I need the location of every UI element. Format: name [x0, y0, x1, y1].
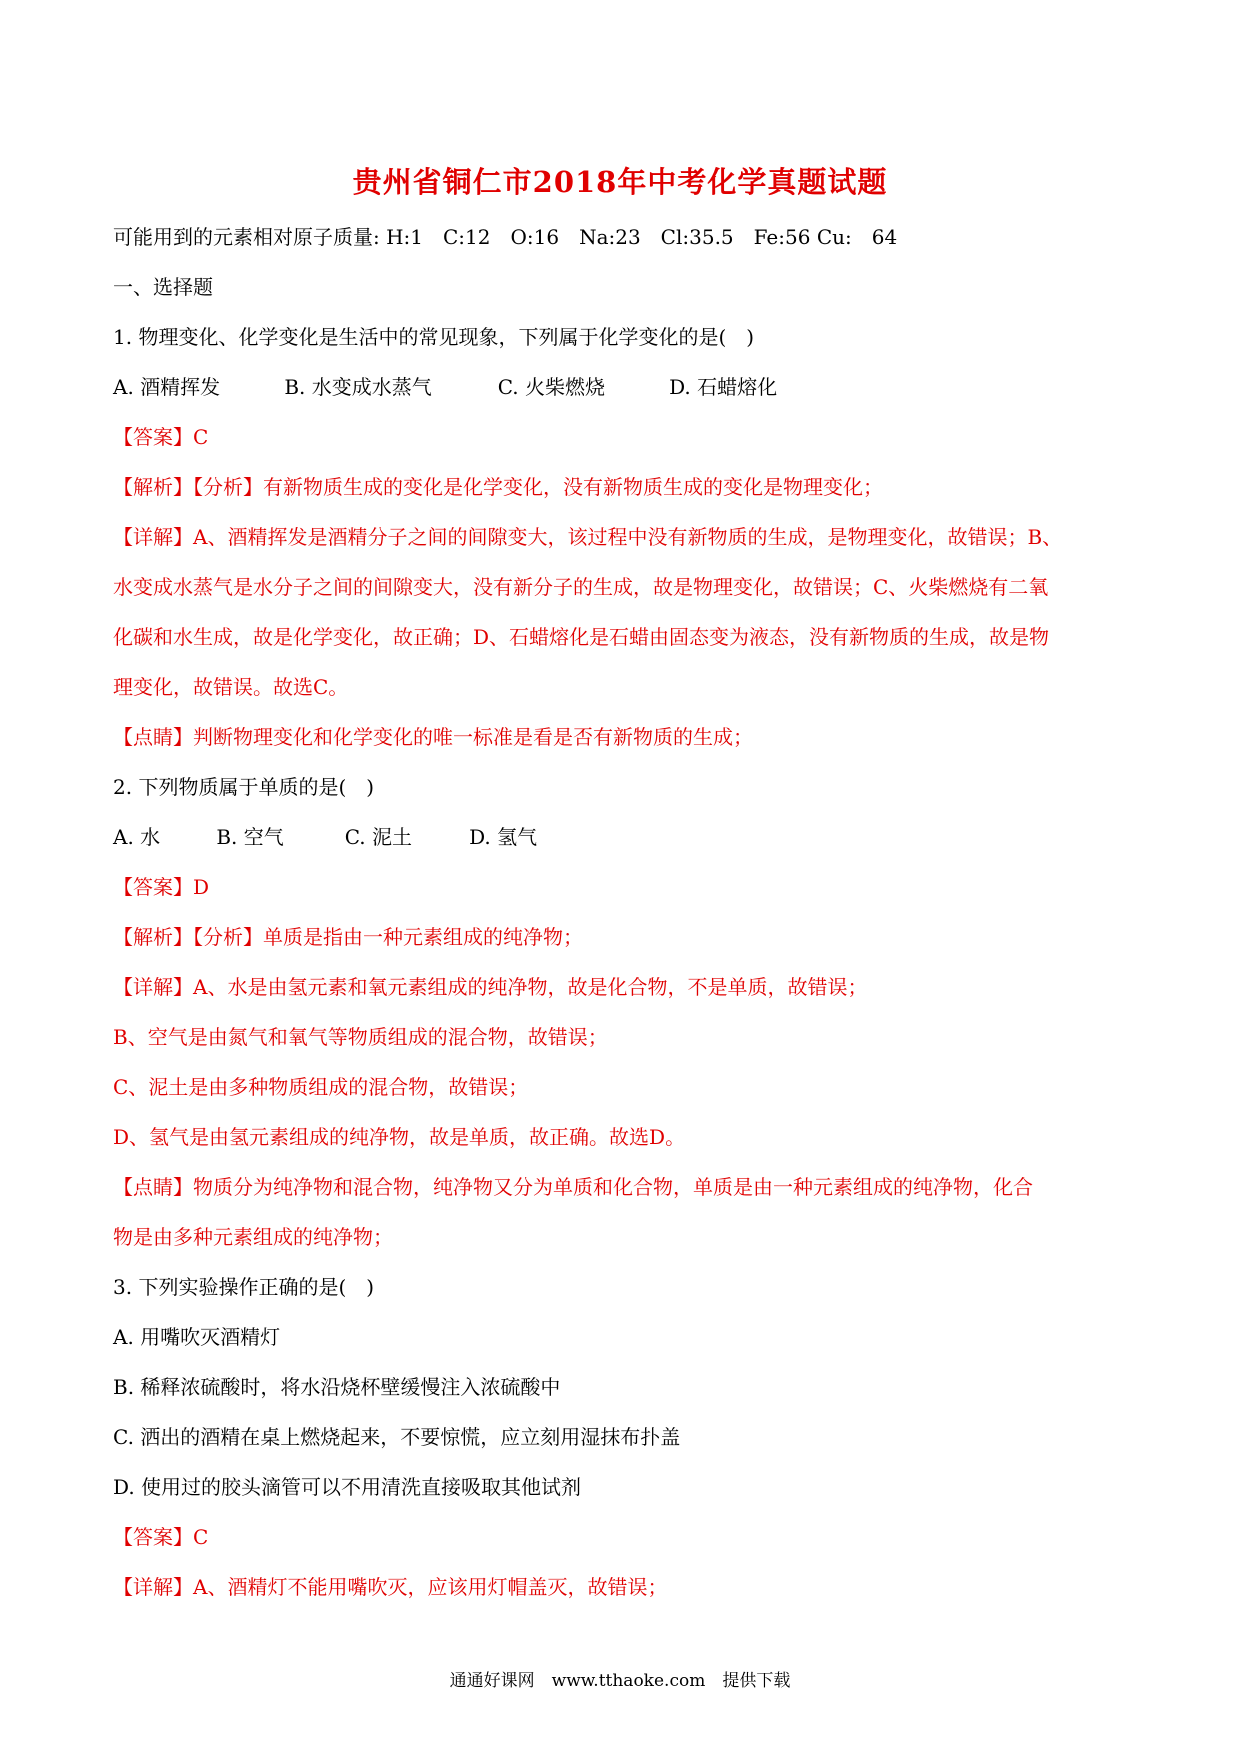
question-3-option-d: D. 使用过的胶头滴管可以不用清洗直接吸取其他试剂 [113, 1475, 582, 1499]
question-2-tip-line: 物是由多种元素组成的纯净物； [113, 1225, 393, 1249]
question-2-detail-line: C、泥土是由多种物质组成的混合物，故错误； [113, 1075, 529, 1099]
atomic-mass-note: 可能用到的元素相对原子质量: H:1 C:12 O:16 Na:23 Cl:35.5 Fe:56 Cu: 64 [113, 225, 898, 249]
page-footer: 通通好课网 www.tthaoke.com 提供下载 [449, 1671, 791, 1691]
question-2-option-b: B. 空气 [216, 825, 284, 849]
question-3-detail: 【详解】A、酒精灯不能用嘴吹灭，应该用灯帽盖灭，故错误； [113, 1575, 668, 1599]
question-1-detail-line: 【详解】A、酒精挥发是酒精分子之间的间隙变大，该过程中没有新物质的生成，是物理变化，故错误；B、 [113, 525, 1063, 549]
question-2-option-d: D. 氢气 [469, 825, 538, 849]
question-2-detail-line: D、氢气是由氢元素组成的纯净物，故是单质，故正确。故选D。 [113, 1125, 686, 1149]
question-1-option-d: D. 石蜡熔化 [669, 375, 778, 399]
question-2-analysis: 【解析】【分析】单质是指由一种元素组成的纯净物； [113, 925, 583, 949]
question-1-detail-line: 化碳和水生成，故是化学变化，故正确；D、石蜡熔化是石蜡由固态变为液态，没有新物质的生成，故是物 [113, 625, 1050, 649]
question-1-option-a: A. 酒精挥发 [113, 375, 221, 399]
question-3-option-a: A. 用嘴吹灭酒精灯 [113, 1325, 281, 1349]
question-1-detail-line: 理变化，故错误。故选C。 [113, 675, 349, 699]
question-3-answer: 【答案】C [113, 1525, 209, 1549]
question-1-analysis: 【解析】【分析】有新物质生成的变化是化学变化，没有新物质生成的变化是物理变化； [113, 475, 883, 499]
question-1-options [113, 372, 777, 402]
question-2-stem: 2. 下列物质属于单质的是( ) [113, 775, 375, 799]
question-1-stem: 1. 物理变化、化学变化是生活中的常见现象，下列属于化学变化的是( ) [113, 325, 755, 349]
question-2-option-c: C. 泥土 [344, 825, 413, 849]
question-3-option-c: C. 洒出的酒精在桌上燃烧起来，不要惊慌，应立刻用湿抹布扑盖 [113, 1425, 681, 1449]
question-2-detail-line: 【详解】A、水是由氢元素和氧元素组成的纯净物，故是化合物，不是单质，故错误； [113, 975, 868, 999]
section-heading: 一、选择题 [113, 275, 213, 299]
question-1-option-b: B. 水变成水蒸气 [284, 375, 432, 399]
question-3-option-b: B. 稀释浓硫酸时，将水沿烧杯壁缓慢注入浓硫酸中 [113, 1375, 561, 1399]
question-1-answer: 【答案】C [113, 425, 209, 449]
question-1-option-c: C. 火柴燃烧 [497, 375, 606, 399]
question-2-detail-line: B、空气是由氮气和氧气等物质组成的混合物，故错误； [113, 1025, 608, 1049]
question-3-stem: 3. 下列实验操作正确的是( ) [113, 1275, 375, 1299]
question-2-options [113, 822, 537, 852]
question-2-option-a: A. 水 [113, 825, 161, 849]
question-1-tip: 【点睛】判断物理变化和化学变化的唯一标准是看是否有新物质的生成； [113, 725, 753, 749]
question-1-detail-line: 水变成水蒸气是水分子之间的间隙变大，没有新分子的生成，故是物理变化，故错误；C、火柴燃烧有二氧 [113, 575, 1049, 599]
question-2-tip-line: 【点睛】物质分为纯净物和混合物，纯净物又分为单质和化合物，单质是由一种元素组成的纯净物，化合 [113, 1175, 1033, 1199]
question-2-answer: 【答案】D [113, 875, 210, 899]
page-title: 贵州省铜仁市2018年中考化学真题试题 [352, 165, 888, 199]
